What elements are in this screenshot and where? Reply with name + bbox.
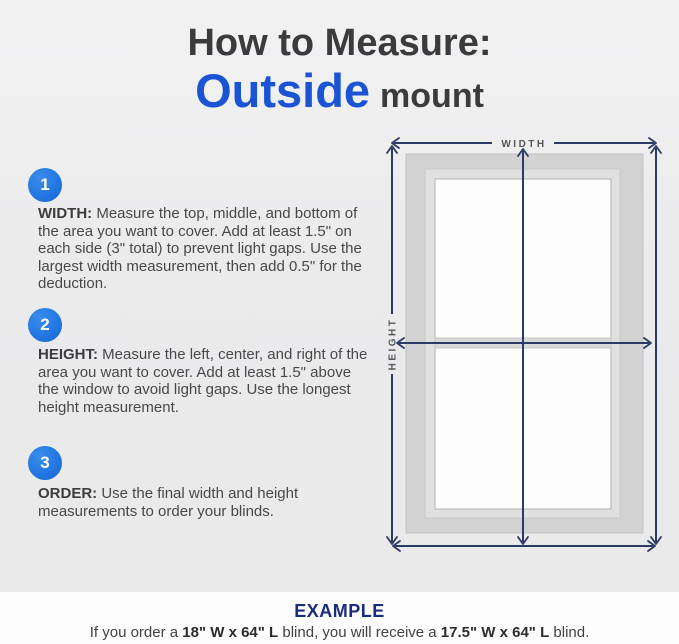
title-highlight: Outside [195,63,371,117]
step-1-badge [28,168,62,202]
example-middle: blind, you will receive a [278,624,441,641]
example-receive-size: 17.5" W x 64" L [440,624,550,641]
step-3-number: 3 [40,453,50,472]
right-dimension-line [651,146,661,544]
step-3-body: Use the final width and height measurements to order your blinds. [38,485,299,520]
example-sentence [0,624,679,641]
step-3-text [38,485,374,520]
step-2-body: Measure the left, center, and right of the area you want to cover. Add at least 1.5" above the window to avoid light gaps. Use the longest height measurement. [38,346,368,416]
example-prefix: If you order a [89,624,183,641]
height-dimension-line [387,146,399,544]
example-order-size: 18" W x 64" L [182,624,279,641]
example-heading: EXAMPLE [294,601,385,621]
step-3-badge [28,446,62,480]
width-dimension-line [392,138,656,150]
step-1-number: 1 [40,175,50,194]
step-2-lead: HEIGHT: [38,346,98,363]
step-1-text [38,205,374,293]
step-1-body: Measure the top, middle, and bottom of the area you want to cover. Add at least 1.5" on each side (3" total) to prevent light gaps. Use the largest width measurement, then add 0.5" for the deduction. [38,205,362,292]
height-label: HEIGHT [387,317,399,371]
window-measurement-diagram [380,130,672,600]
title-line2 [0,63,679,117]
title-suffix: mount [380,76,484,115]
step-2-text [38,346,374,416]
width-label: WIDTH [501,139,547,150]
example-footer [0,592,679,644]
step-1-lead: WIDTH: [38,205,93,222]
step-3-lead: ORDER: [38,485,98,502]
example-suffix: blind. [549,624,590,641]
step-2-number: 2 [40,315,50,334]
step-2-badge [28,308,62,342]
page-title [0,24,679,115]
title-line1: How to Measure: [187,22,492,64]
